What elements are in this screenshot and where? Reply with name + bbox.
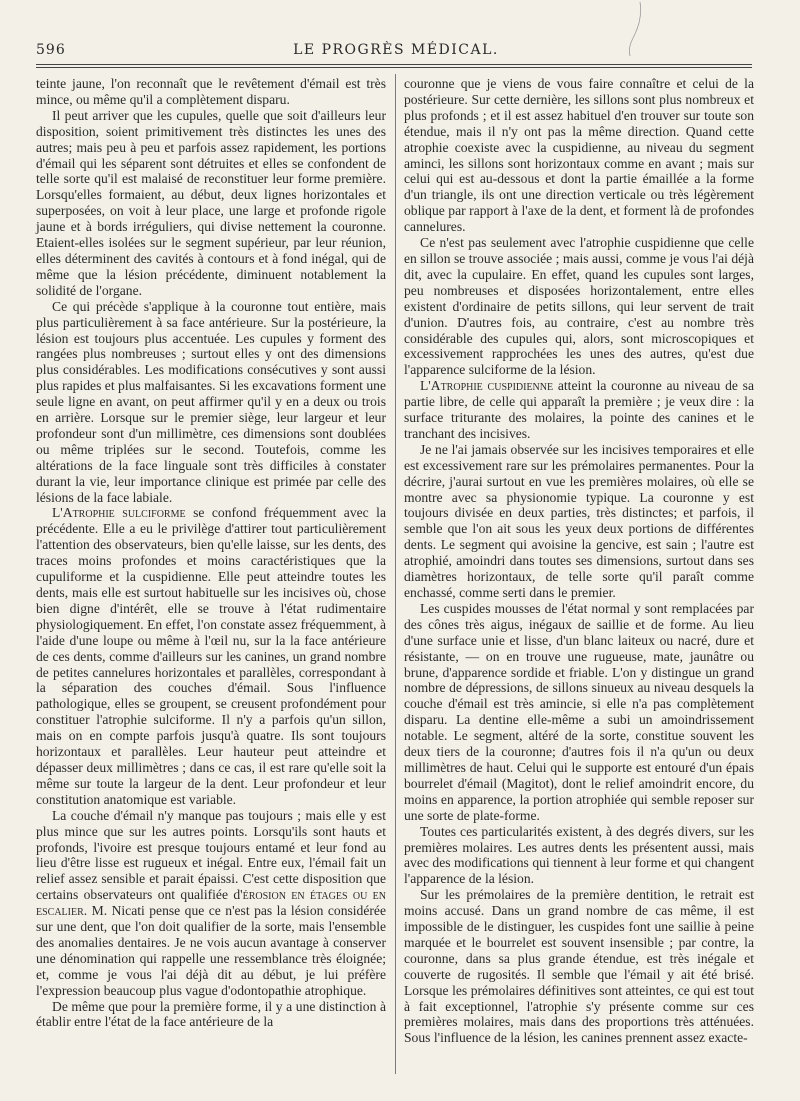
- paragraph: De même que pour la première forme, il y a une distinction à établir entre l'état de la face antérieure de la: [36, 998, 386, 1030]
- paragraph: Ce qui précède s'applique à la couronne tout entière, mais plus particulièrement à sa face antérieure. Sur la postérieure, la lésion est toujours plus accentuée. Les cupules y forment des rangées plus nombreuses ; surtout elles y ont des dimensions plus considérables. Les modifications consécutives y sont aussi plus rapides et plus malfaisantes. Si les excavations forment une seule ligne en avant, on peut affirmer qu'il y en a deux ou trois en arrière. Lorsque sur le premier siège, leur largeur et leur profondeur sont d'un millimètre, ces dimensions sont doublées ou même triplées sur le second. Toutefois, comme les altérations de la face linguale sont très difficiles à constater durant la vie, leur importance clinique est primée par celle des lésions de la face labiale.: [36, 298, 386, 505]
- paragraph: Toutes ces particularités existent, à des degrés divers, sur les premières molaires. Les autres dents les présentent aussi, mais avec des modifications qui tiennent à leur forme et qui changent l'apparence de la lésion.: [404, 823, 754, 887]
- paragraph: Il peut arriver que les cupules, quelle que soit d'ailleurs leur disposition, soient primitivement très distinctes les unes des autres; mais peu à peu et parfois assez rapidement, les portions d'émail qui les séparent sont détruites et elles se confondent de telle sorte qu'il est malaisé de reconstituer leur forme première. Lorsqu'elles formaient, au début, deux lignes horizontales et superposées, on voit à leur place, une large et profonde rigole jaune et à bords irréguliers, qui divise nettement la couronne. Etaient-elles isolées sur le segment supérieur, par leur réunion, elles déterminent des cavités à contours et à fond inégal, qui de même que la lésion précédente, diminuent notablement la solidité de l'organe.: [36, 107, 386, 298]
- section-heading: L'Atrophie cuspidienne: [420, 378, 554, 394]
- paragraph: [404, 378, 754, 442]
- header-rule-thin: [36, 67, 752, 68]
- term: érosion en étages ou en escalier: [36, 887, 387, 919]
- paragraph: [36, 808, 386, 999]
- header-rule: [36, 64, 752, 65]
- paragraph-text: La couche d'émail n'y manque pas toujours ; mais elle y est plus mince que sur les autres points. Lorsqu'ils sont hauts et profonds, l'ivoire est presque toujours entamé et leur fond au lieu d'être lisse est rugueux et inégal. Entre eux, l'émail fait un relief assez sensible et parait épaissi. C'est cette disposition que certains observateurs ont qualifiée d': [36, 807, 386, 903]
- paragraph-text: . M. Nicati pense que ce n'est pas la lésion considérée sur une dent, que l'on doit qualifier de la sorte, mais l'ensemble des anomalies dentaires. Je ne vois aucun avantage à conserver une dénomination qui rappelle une ressemblance très éloignée; et, comme je vous l'ai déjà dit au début, je lui préfère l'expression beaucoup plus vague d'odontopathie atrophique.: [36, 903, 386, 998]
- paragraph: teinte jaune, l'on reconnaît que le revêtement d'émail est très mince, ou même qu'il a complètement disparu.: [36, 76, 386, 107]
- paragraph: Sur les prémolaires de la première dentition, le retrait est moins accusé. Dans un grand nombre de cas même, il est impossible de le distinguer, les cuspides font une saillie à peine marquée et le bourrelet est souvent insensible ; par contre, la couronne, dans sa plus grande étendue, est très inégale et couverte de rugosités. Il semble que l'émail y ait été brisé. Lorsque les prémolaires définitives sont atteintes, ce qui est tout à fait exceptionnel, l'atrophie s'y présente comme sur ces premières molaires, mais dans des proportions très atténuées. Sous l'influence de la lésion, les canines prennent assez exacte-: [404, 887, 754, 1046]
- paragraph: Ce n'est pas seulement avec l'atrophie cuspidienne que celle en sillon se trouve associée ; mais aussi, comme je vous l'ai déjà dit, avec la cupulaire. En effet, quand les cupules sont larges, peu nombreuses et disposées horizontalement, entre elles existent d'ordinaire de petits sillons, qui leur servent de trait d'union. D'autres fois, au contraire, c'est au nombre très considérable des cupules qui, alors, sont microscopiques et excessivement rapprochées les unes des autres, qu'est due l'apparence sulciforme de la lésion.: [404, 235, 754, 378]
- column-divider: [395, 74, 396, 1074]
- pencil-mark-icon: [612, 0, 652, 60]
- paragraph: [36, 505, 386, 807]
- paragraph: Les cuspides mousses de l'état normal y sont remplacées par des cônes très aigus, inégaux de saillie et de forme. Au lieu d'une surface unie et lisse, d'un blanc laiteux ou nacré, dure et résistante, — on en trouve une rugueuse, mate, jaunâtre ou brune, d'apparence sordide et friable. L'on y distingue un grand nombre de dépressions, de sillons sinueux au niveau desquels la couche d'émail est très amincie, si elle n'a pas complètement disparu. La dentine elle-même a subi un amoindrissement notable. Le segment, altéré de la sorte, constitue souvent les deux tiers de la couronne; d'autres fois il n'a qu'un ou deux millimètres de haut. Celui qui le supporte est entouré d'un épais bourrelet d'émail (Magitot), dont le relief amoindrit encore, du moins en apparence, la portion atrophiée qui semble reposer sur une sorte de plate-forme.: [404, 600, 754, 823]
- paragraph: couronne que je viens de vous faire connaître et celui de la postérieure. Sur cette dernière, les sillons sont plus nombreux et plus profonds ; et il est assez habituel d'en trouver sur toute son étendue, mais il n'y ont pas la même direction. Quand cette atrophie coexiste avec la cuspidienne, au niveau du segment aminci, les sillons sont horizontaux comme en avant ; mais sur celui qui est au-dessous et dont la partie émaillée a la forme d'un triangle, ils ont une direction verticale ou très légèrement oblique par rapport à l'axe de la dent, et forment là de profondes cannelures.: [404, 76, 754, 235]
- left-column: [36, 76, 386, 1030]
- paragraph: Je ne l'ai jamais observée sur les incisives temporaires et elle est excessivement rare sur les prémolaires permanentes. Pour la décrire, j'aurai surtout en vue les premières molaires, où elle se montre avec sa physionomie typique. La couronne y est toujours divisée en deux parties, très distinctes; et parfois, il semble que l'on ait sous les yeux deux portions de différentes dents. Le segment qui avoisine la gencive, est sain ; l'autre est atrophié, amoindri dans toutes ses dimensions, surtout dans ses diamètres horizontaux, de telle sorte qu'il paraît comme enchassé, comme serti dans le premier.: [404, 441, 754, 600]
- paragraph-text: se confond fréquemment avec la précédente. Elle a eu le privilège d'attirer tout particulièrement l'attention des observateurs, bien qu'elle laisse, sur les dents, des traces moins profondes et moins caractéristiques que la cupuliforme et la cuspidienne. Elle peut atteindre toutes les dents, mais elle est surtout habituelle sur les incisives où, chose bien digne d'intérêt, elle se trouve à l'état rudimentaire physiologiquement. En effet, l'on constate assez fréquemment, à l'aide d'une loupe ou même à l'œil nu, sur la la face antérieure de ces dents, comme d'ailleurs sur les canines, un grand nombre de petites cannelures horizontales et parallèles, correspondant à la séparation des couches d'émail. Sous l'influence pathologique, elles se groupent, se creusent profondément pour constituer l'atrophie sulciforme. Il n'y a parfois qu'un sillon, mais on en compte parfois jusqu'à quatre. Ils sont toujours horizontaux et parallèles. Leur hauteur peut atteindre et dépasser deux millimètres ; dans ce cas, il est rare qu'elle soit la même sur toute la largeur de la dent. Leur profondeur et leur constitution anatomique est variable.: [36, 505, 386, 807]
- right-column: [404, 76, 754, 1046]
- running-title: LE PROGRÈS MÉDICAL.: [293, 42, 499, 58]
- page-number: 596: [36, 42, 66, 58]
- paragraph-text: atteint la couronne au niveau de sa partie libre, de celle qui apparaît la première ; je veux dire : la surface triturante des molaires, la pointe des canines et le tranchant des incisives.: [404, 378, 754, 441]
- section-heading: L'Atrophie sulciforme: [52, 505, 186, 521]
